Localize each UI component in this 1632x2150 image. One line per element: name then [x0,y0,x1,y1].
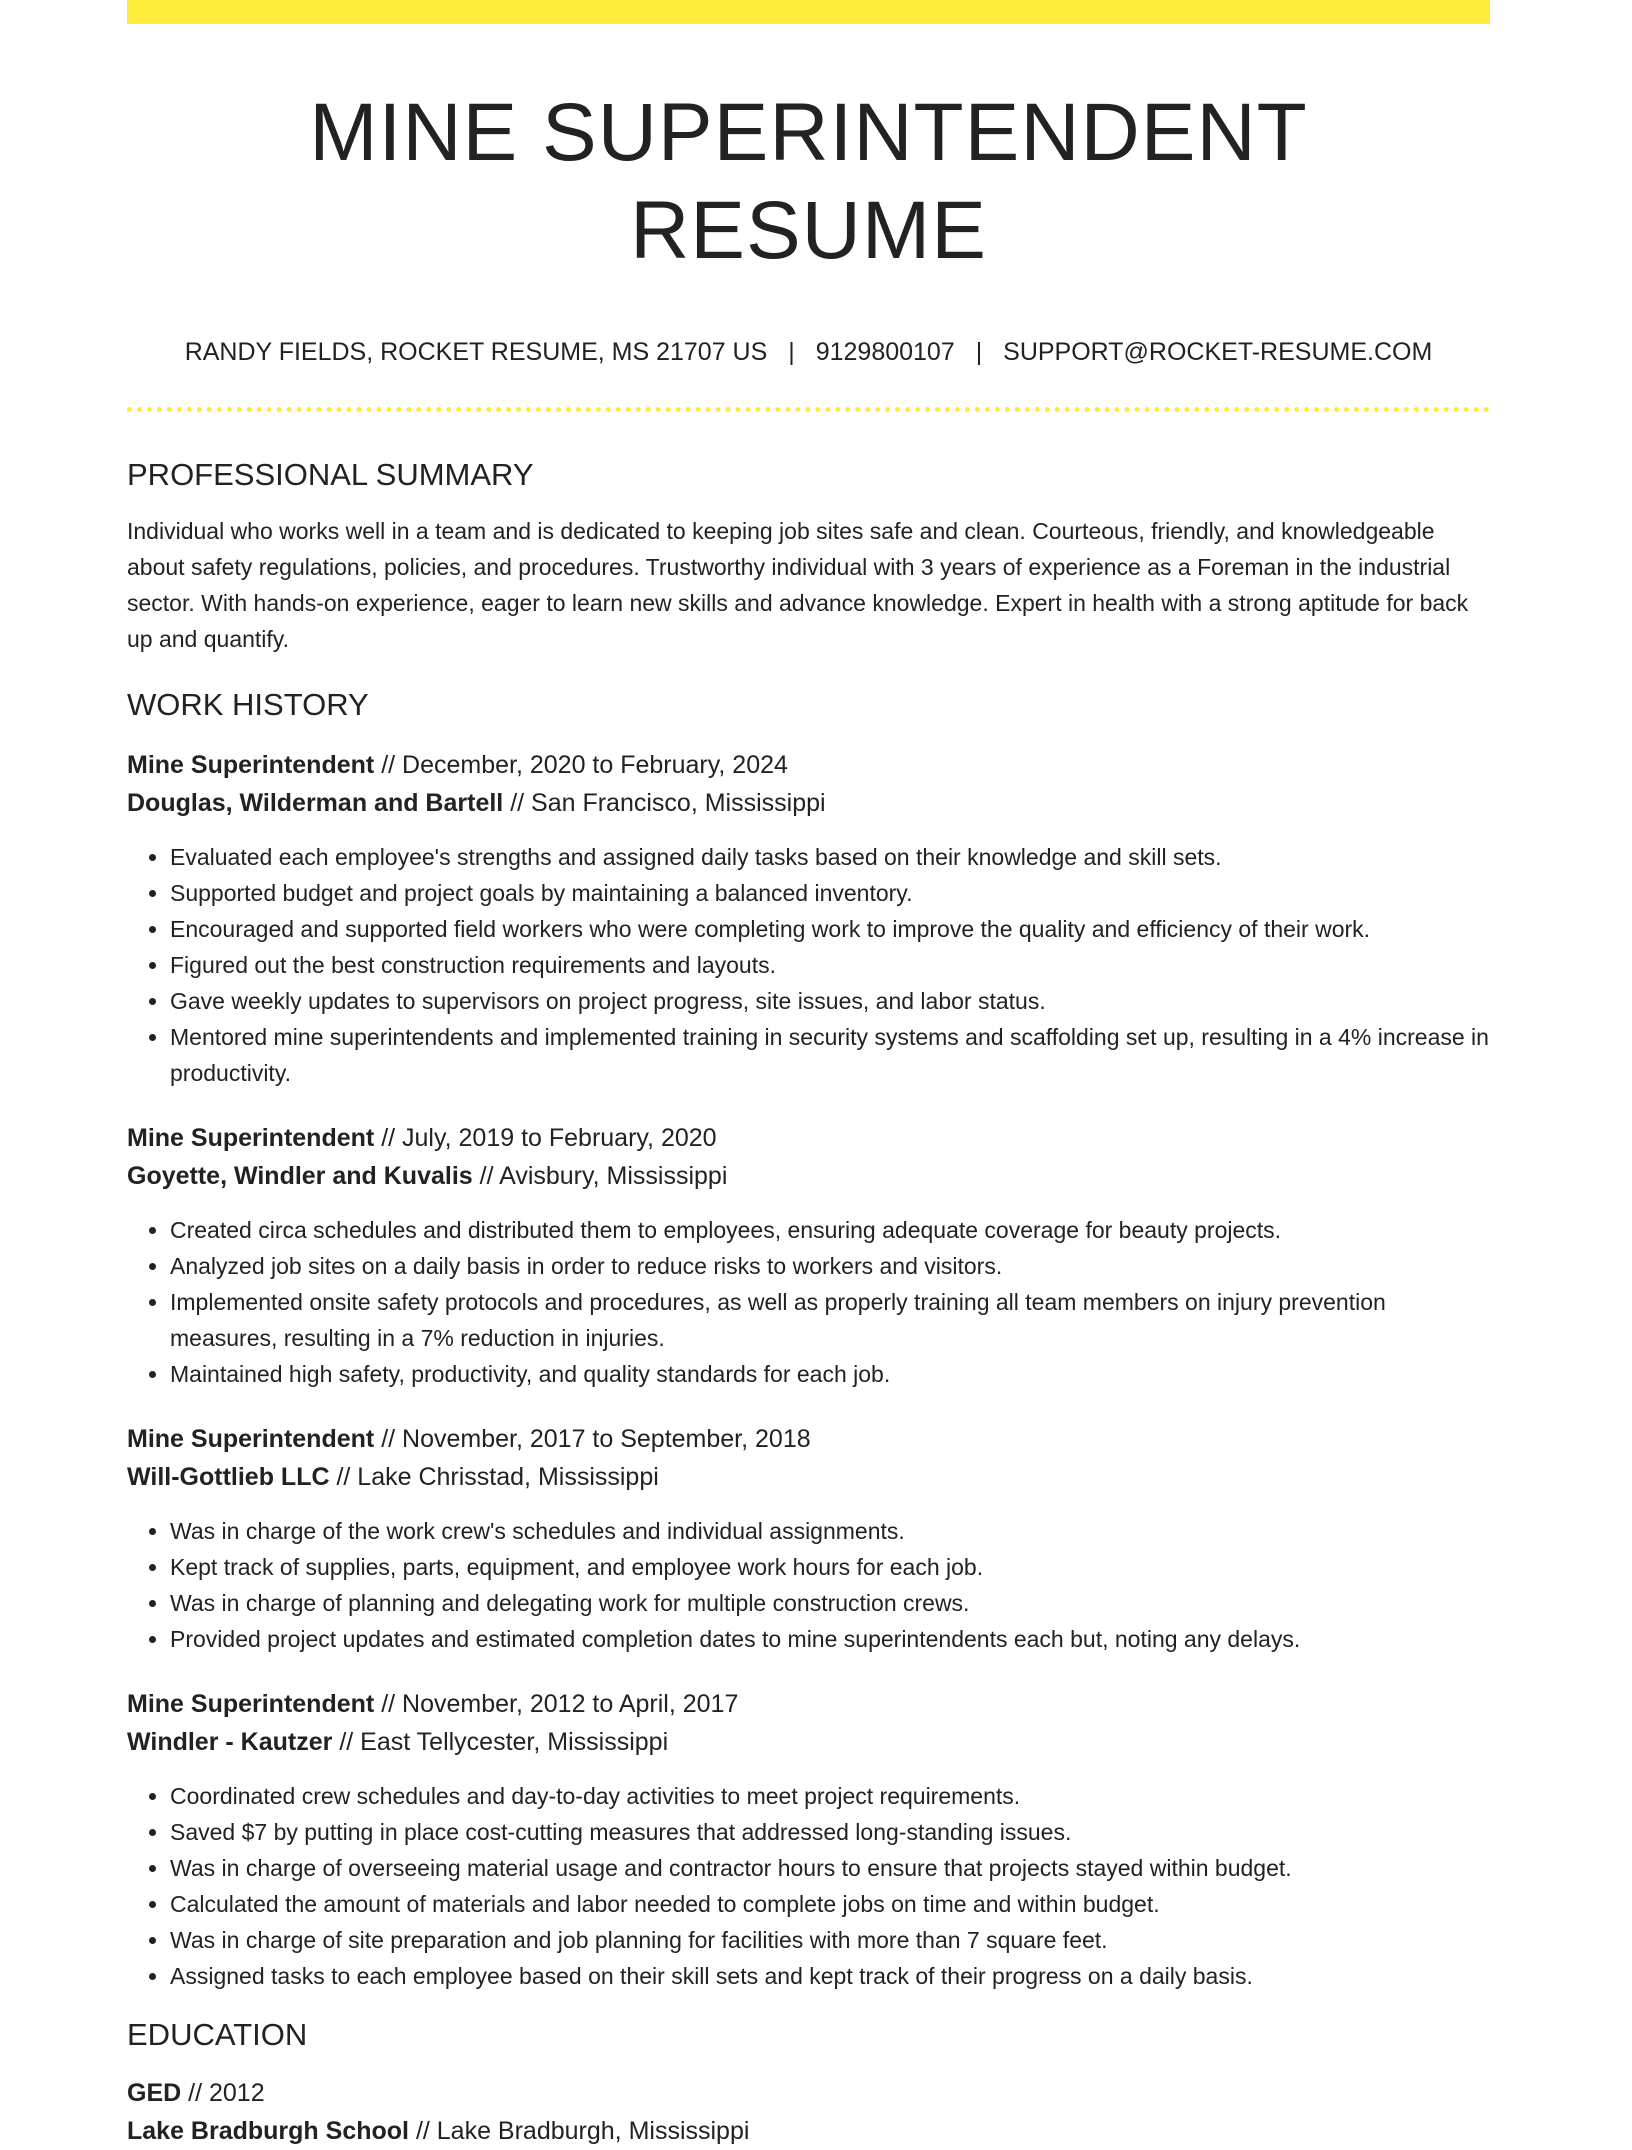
contact-separator: | [975,337,983,366]
job-title-line [127,1420,1490,1458]
job-title-line [127,1685,1490,1723]
accent-top-bar [127,0,1490,24]
job-company-line [127,1723,1490,1761]
resume-title: MINE SUPERINTENDENT RESUME [309,87,1308,277]
job-bullet: • Was in charge of planning and delegating work for multiple construction crews. [170,1585,1490,1621]
job-company: Goyette, Windler and Kuvalis [127,1161,473,1190]
education-degree-line [127,2074,1490,2112]
job-company-line [127,1157,1490,1195]
contact-phone: 9129800107 [815,337,955,366]
job-dates: // November, 2017 to September, 2018 [381,1424,811,1453]
job-location: // San Francisco, Mississippi [510,788,826,817]
job-title-line [127,1119,1490,1157]
work-history-list [127,746,1490,1994]
job-bullet: • Coordinated crew schedules and day-to-day activities to meet project requirements. [170,1778,1490,1814]
job-title: Mine Superintendent [127,1689,375,1718]
summary-heading: PROFESSIONAL SUMMARY [127,457,534,493]
job-entry [127,746,1490,1091]
job-company: Will-Gottlieb LLC [127,1462,330,1491]
job-bullet: • Provided project updates and estimated completion dates to mine superintendents each but, noting any delays. [170,1621,1490,1657]
job-bullet: • Figured out the best construction requirements and layouts. [170,947,1490,983]
job-location: // Lake Chrisstad, Mississippi [336,1462,659,1491]
job-bullets [127,1212,1490,1392]
job-bullet: • Kept track of supplies, parts, equipment, and employee work hours for each job. [170,1549,1490,1585]
job-bullet: • Implemented onsite safety protocols and procedures, as well as properly training all team members on injury prevention measures, resulting in a 7% reduction in injuries. [170,1284,1490,1356]
job-bullet: • Assigned tasks to each employee based on their skill sets and kept track of their progress on a daily basis. [170,1958,1490,1994]
contact-line [127,336,1490,369]
job-title: Mine Superintendent [127,1424,375,1453]
contact-separator: | [788,337,795,366]
job-title: Mine Superintendent [127,750,375,779]
job-company: Windler - Kautzer [127,1727,333,1756]
job-bullet: • Maintained high safety, productivity, and quality standards for each job. [170,1356,1490,1392]
job-bullet: • Created circa schedules and distributed them to employees, ensuring adequate coverage for beauty projects. [170,1212,1490,1248]
job-entry [127,1685,1490,1994]
job-bullet: • Was in charge of overseeing material usage and contractor hours to ensure that projects stayed within budget. [170,1850,1490,1886]
job-bullet: • Gave weekly updates to supervisors on project progress, site issues, and labor status. [170,983,1490,1019]
job-company-line [127,1458,1490,1496]
job-bullet: • Encouraged and supported field workers who were completing work to improve the quality and efficiency of their work. [170,911,1490,947]
job-company: Douglas, Wilderman and Bartell [127,788,504,817]
job-bullet: • Was in charge of the work crew's schedules and individual assignments. [170,1513,1490,1549]
job-bullets [127,1778,1490,1994]
education-year: // 2012 [188,2078,265,2107]
job-bullets [127,1513,1490,1657]
contact-email: SUPPORT@ROCKET-RESUME.COM [1003,337,1433,366]
job-bullet: • Was in charge of site preparation and job planning for facilities with more than 7 square feet. [170,1922,1490,1958]
education-school-line [127,2112,1490,2150]
job-dates: // November, 2012 to April, 2017 [381,1689,739,1718]
job-location: // Avisbury, Mississippi [479,1161,728,1190]
work-history-heading: WORK HISTORY [127,687,369,723]
job-dates: // July, 2019 to February, 2020 [381,1123,717,1152]
job-title-line [127,746,1490,784]
job-entry [127,1420,1490,1657]
education-heading: EDUCATION [127,2016,308,2052]
job-bullet: • Saved $7 by putting in place cost-cutting measures that addressed long-standing issues. [170,1814,1490,1850]
job-company-line [127,784,1490,822]
job-title: Mine Superintendent [127,1123,375,1152]
resume-content [127,24,1490,2150]
education-degree: GED [127,2078,182,2107]
job-location: // East Tellycester, Mississippi [339,1727,669,1756]
job-dates: // December, 2020 to February, 2024 [381,750,788,779]
job-bullet: • Mentored mine superintendents and implemented training in security systems and scaffolding set up, resulting in a 4% increase in productivity. [170,1019,1490,1091]
contact-address: RANDY FIELDS, ROCKET RESUME, MS 21707 US [184,337,768,366]
job-bullet: • Supported budget and project goals by maintaining a balanced inventory. [170,875,1490,911]
job-bullet: • Calculated the amount of materials and labor needed to complete jobs on time and within budget. [170,1886,1490,1922]
education-school: Lake Bradburgh School [127,2116,409,2145]
job-bullet: • Evaluated each employee's strengths and assigned daily tasks based on their knowledge and skill sets. [170,839,1490,875]
job-bullet: • Analyzed job sites on a daily basis in order to reduce risks to workers and visitors. [170,1248,1490,1284]
summary-text: Individual who works well in a team and is dedicated to keeping job sites safe and clean. Courteous, friendly, and knowledgeable about safety regulations, policies, and procedures. Trustworthy individual with 3 years of experience as a Foreman in the industrial sector. With hands-on experience, eager to learn new skills and advance knowledge. Expert in health with a strong aptitude for back up and quantify. [127,518,1469,653]
job-bullets [127,839,1490,1091]
job-entry [127,1119,1490,1392]
education-location: // Lake Bradburgh, Mississippi [415,2116,750,2145]
dotted-divider [127,407,1490,412]
